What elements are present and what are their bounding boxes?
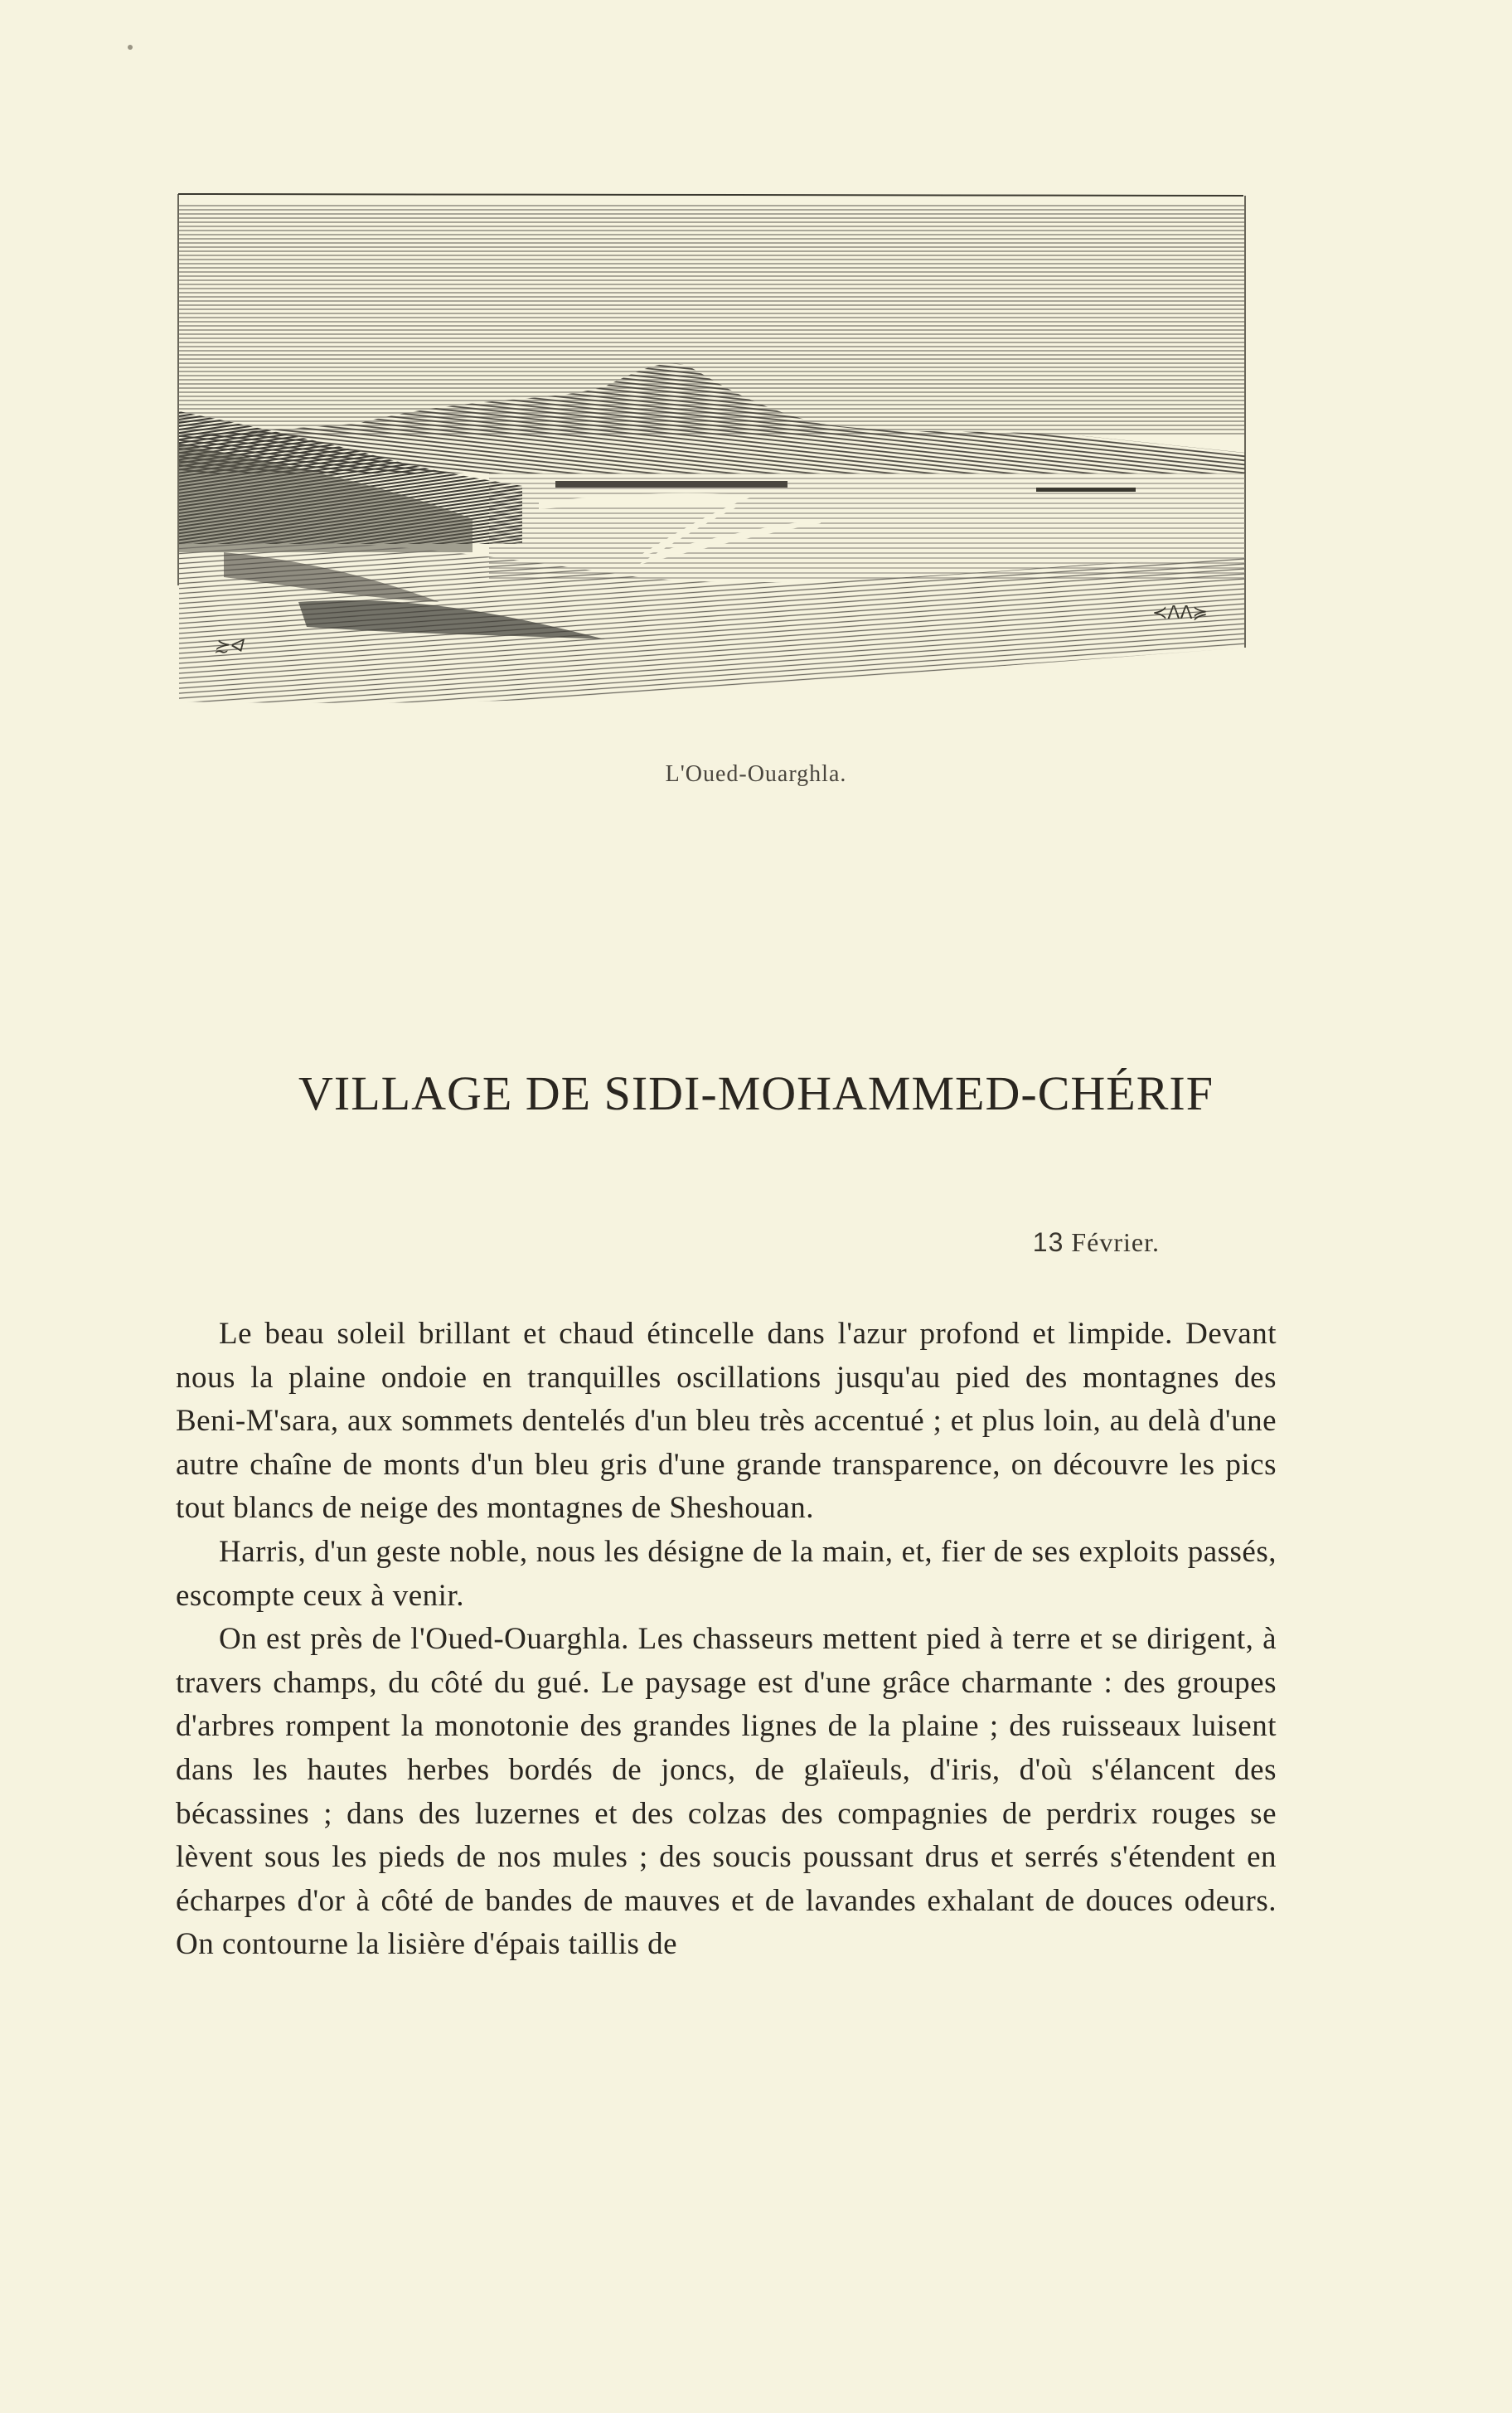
paragraph: Le beau soleil brillant et chaud étincelle dans l'azur profond et limpide. Devant nous la plaine ondoie en tranquilles oscillations jusqu'au pied des montagnes des Beni-M'sara, aux sommets dentelés d'un bleu très accentué ; et plus loin, au delà d'une autre chaîne de monts d'un bleu gris d'une grande transparence, on découvre les pics tout blancs de neige des montagnes de Sheshouan. [176,1317,1277,1526]
date-month: Février. [1071,1227,1160,1257]
figure-caption: L'Oued-Ouarghla. [665,761,847,787]
body-text [176,1313,1277,1967]
paragraph: On est près de l'Oued-Ouarghla. Les chasseurs mettent pied à terre et se dirigent, à travers champs, du côté du gué. Le paysage est d'une grâce charmante : des groupes d'arbres rompent la monotonie des grandes lignes de la plaine ; des ruisseaux luisent dans les hautes herbes bordés de joncs, de glaïeuls, d'iris, d'où s'élancent des bécassines ; dans des luzernes et des colzas des compagnies de perdrix rouges se lèvent sous les pieds de nos mules ; des soucis poussant drus et serrés s'étendent en écharpes d'or à côté de bandes de mauves et de lavandes exhalant de douces odeurs. On contourne la lisière d'épais taillis de [176,1622,1277,1962]
svg-text:≺ᐱᐱ≽: ≺ᐱᐱ≽ [1152,602,1208,623]
paragraph: Harris, d'un geste noble, nous les désigne de la main, et, fier de ses exploits passés, escompte ceux à venir. [176,1534,1277,1613]
chapter-date [1033,1227,1160,1258]
landscape-engraving [174,187,1252,710]
engraving-svg [174,187,1252,710]
svg-text:≿ᐊ: ≿ᐊ [214,635,244,656]
date-day: 13 [1032,1227,1064,1257]
print-speck [128,45,133,50]
chapter-title: VILLAGE DE SIDI-MOHAMMED-CHÉRIF [298,1066,1214,1120]
